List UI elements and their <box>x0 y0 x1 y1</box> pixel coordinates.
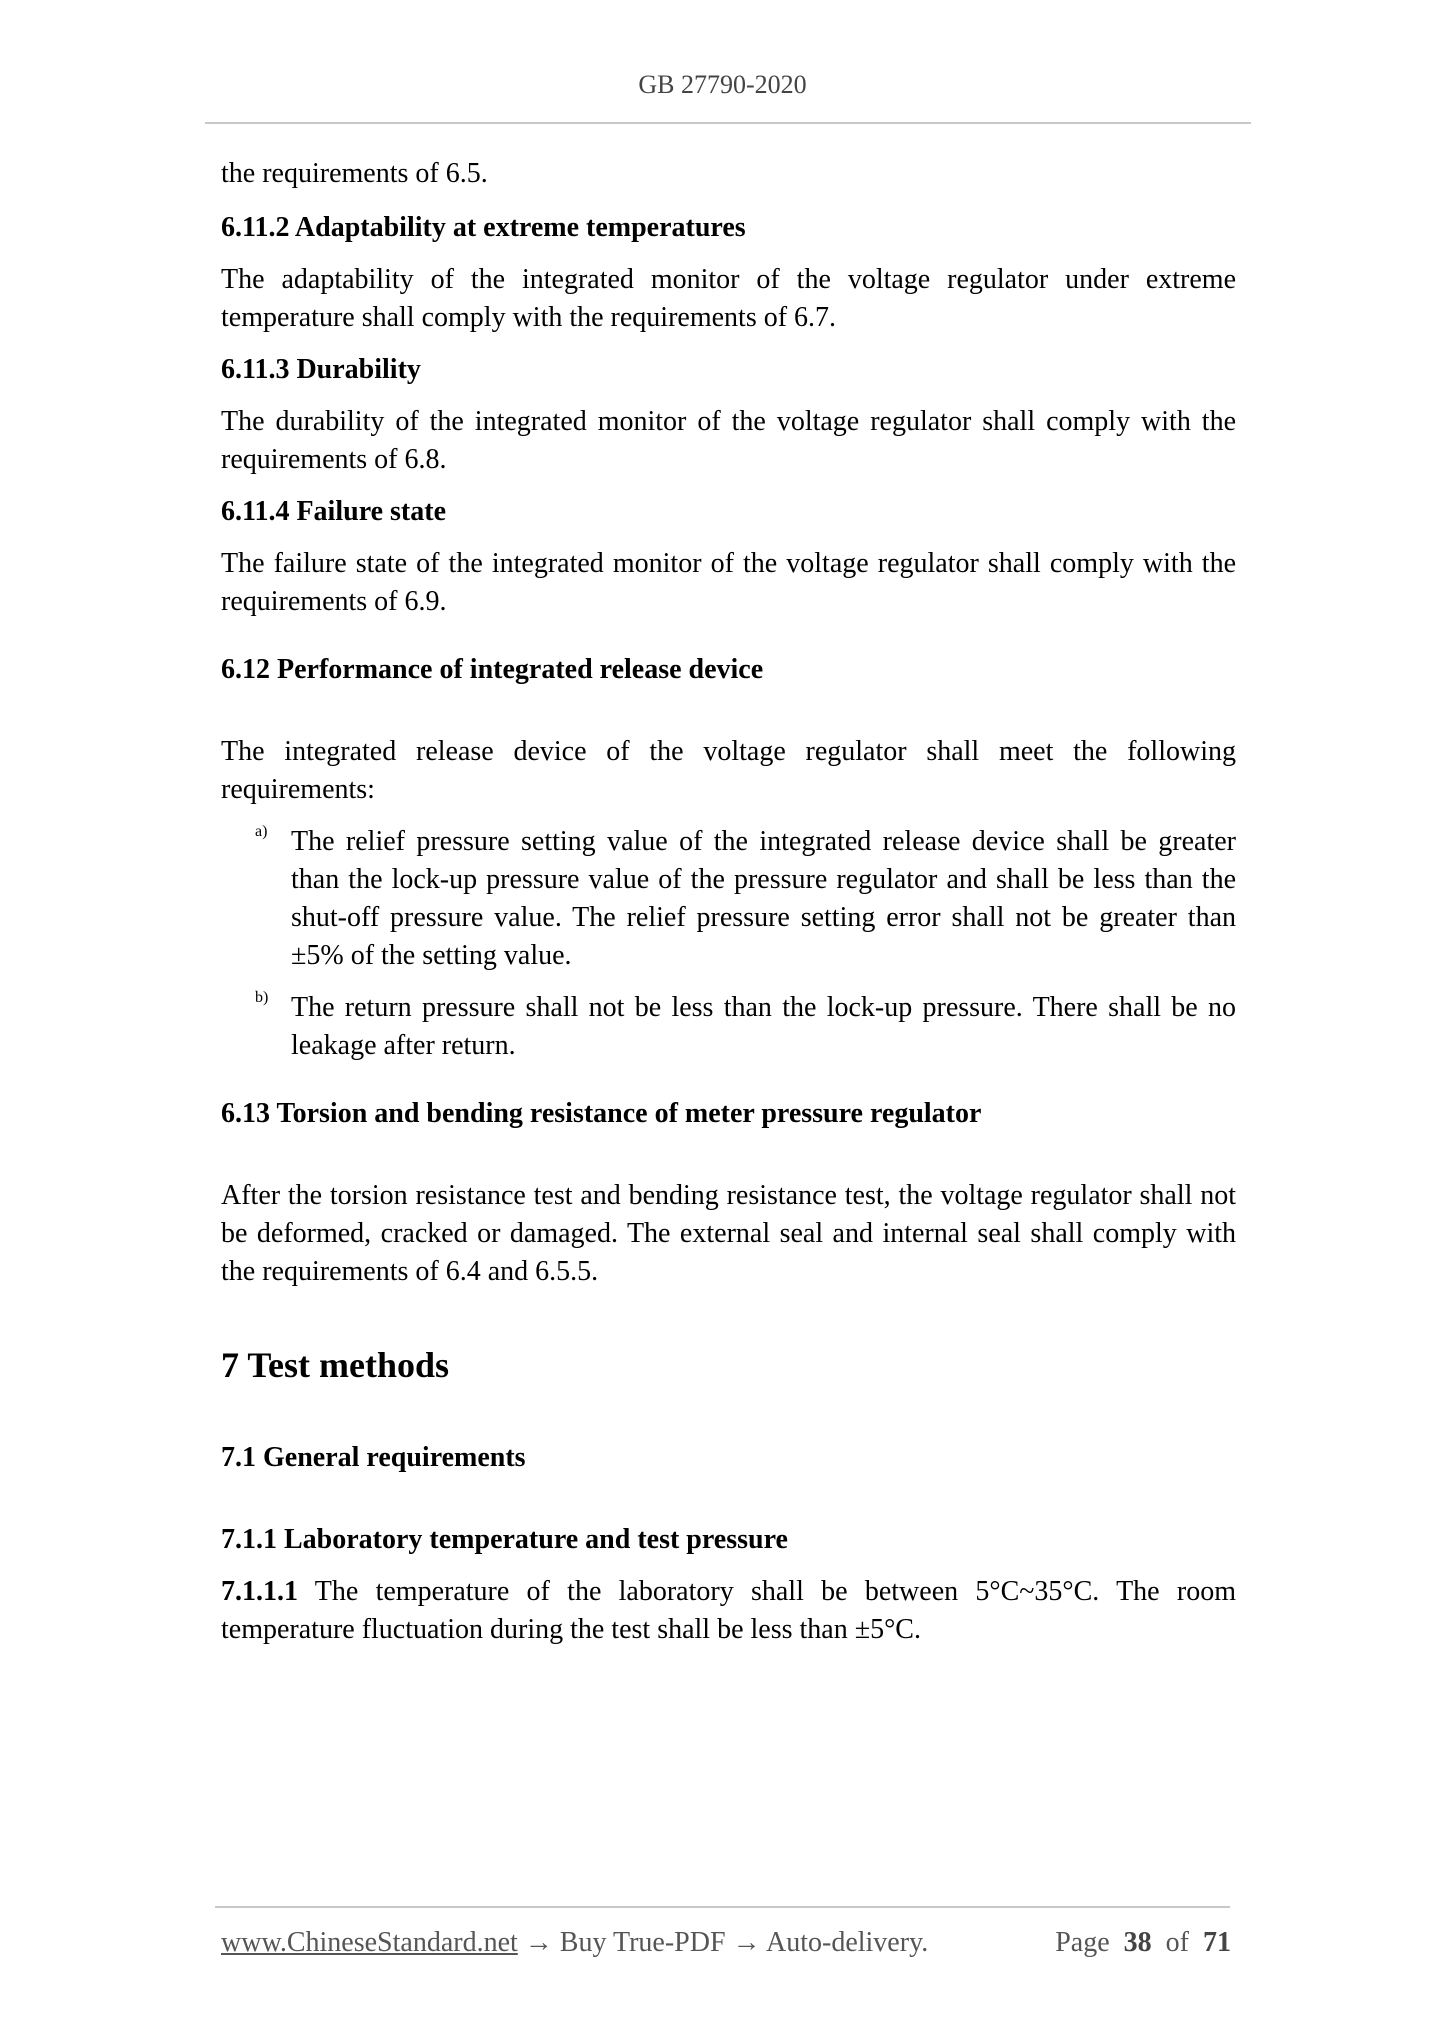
list-marker-b: b) <box>255 989 269 1006</box>
continued-paragraph: the requirements of 6.5. <box>221 158 488 189</box>
of-label: of <box>1165 1927 1189 1958</box>
page-indicator <box>1055 1927 1231 1959</box>
heading-7-1-1: 7.1.1 Laboratory temperature and test pressure <box>221 1524 788 1555</box>
heading-7: 7 Test methods <box>221 1345 450 1385</box>
total-pages: 71 <box>1203 1927 1231 1958</box>
current-page-number: 38 <box>1123 1927 1152 1958</box>
paragraph-6-11-3: The durability of the integrated monitor of the voltage regulator shall comply with the requirements of 6.8. <box>221 406 1236 475</box>
website-link[interactable]: www.ChineseStandard.net <box>221 1927 518 1958</box>
paragraph-6-11-2: The adaptability of the integrated monitor of the voltage regulator under extreme temperature shall comply with the requirements of 6.7. <box>221 264 1236 333</box>
auto-delivery-text: Auto-delivery. <box>766 1927 929 1958</box>
list-item-b <box>221 989 1236 1065</box>
page-label: Page <box>1055 1927 1110 1958</box>
paragraph-6-13: After the torsion resistance test and bending resistance test, the voltage regulator shall not be deformed, cracked or damaged. The external seal and internal seal shall comply with the requirements of 6.4 and 6.5.5. <box>221 1180 1236 1287</box>
heading-6-11-2: 6.11.2 Adaptability at extreme temperatures <box>221 212 746 243</box>
arrow-icon: → <box>517 1927 560 1958</box>
heading-6-13: 6.13 Torsion and bending resistance of meter pressure regulator <box>221 1098 982 1129</box>
list-item-b-text: The return pressure shall not be less than the lock-up pressure. There shall be no leakage after return. <box>291 992 1236 1061</box>
heading-6-12: 6.12 Performance of integrated release device <box>221 654 764 685</box>
list-item-a-text: The relief pressure setting value of the integrated release device shall be greater than the lock-up pressure value of the pressure regulator and shall be less than the shut-off pressure value. The relief pressure setting error shall not be greater than ±5% of the setting value. <box>291 826 1236 971</box>
heading-6-11-4: 6.11.4 Failure state <box>221 496 447 527</box>
clause-text-7-1-1-1: The temperature of the laboratory shall be between 5°C~35°C. The room temperature fluctuation during the test shall be less than ±5°C. <box>221 1576 1236 1645</box>
document-body <box>221 155 1236 1649</box>
paragraph-7-1-1-1 <box>221 1573 1236 1649</box>
list-marker-a: a) <box>255 823 268 840</box>
page-header-title: GB 27790-2020 <box>638 70 807 99</box>
paragraph-6-11-4: The failure state of the integrated monitor of the voltage regulator shall comply with the requirements of 6.9. <box>221 548 1236 617</box>
clause-number-7-1-1-1: 7.1.1.1 <box>221 1576 298 1607</box>
heading-7-1: 7.1 General requirements <box>221 1442 526 1473</box>
header-divider <box>205 122 1251 124</box>
page-footer <box>221 1927 1231 1959</box>
buy-true-pdf-text: Buy True-PDF <box>559 1927 726 1958</box>
list-item-a <box>221 823 1236 975</box>
footer-divider <box>215 1906 1230 1908</box>
arrow-icon: → <box>725 1927 766 1958</box>
heading-6-11-3: 6.11.3 Durability <box>221 354 421 385</box>
paragraph-6-12: The integrated release device of the voltage regulator shall meet the following requirements: <box>221 736 1236 805</box>
